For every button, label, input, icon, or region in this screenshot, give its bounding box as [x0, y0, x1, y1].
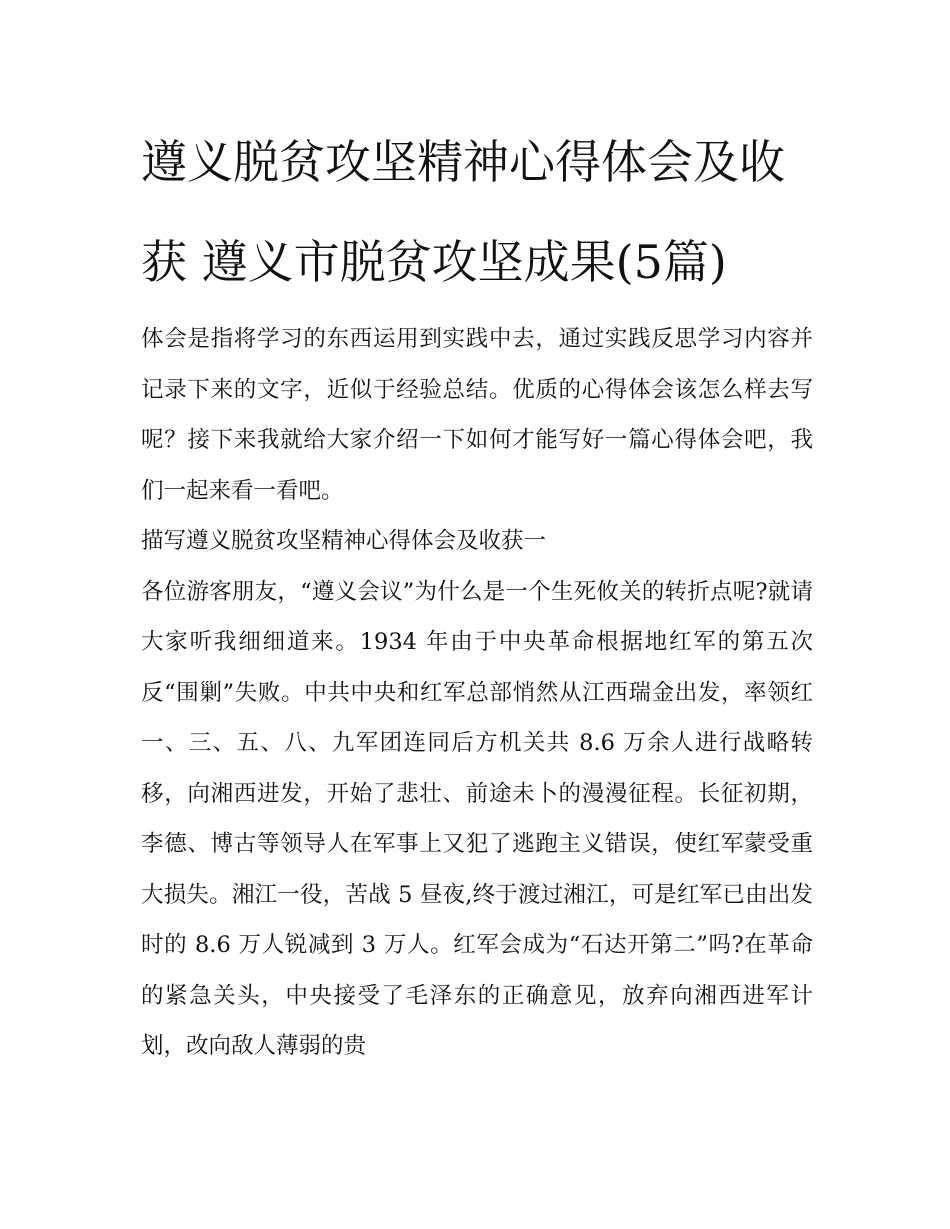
intro-paragraph: 体会是指将学习的东西运用到实践中去，通过实践反思学习内容并记录下来的文字，近似于经验总结。优质的心得体会该怎么样去写呢？接下来我就给大家介绍一下如何才能写好一篇心得体会吧，我们一起来看一看吧。 [141, 326, 813, 504]
document-content [141, 112, 813, 1072]
body-paragraph: 各位游客朋友，“遵义会议”为什么是一个生死攸关的转折点呢?就请大家听我细细道来。1934 年由于中央革命根据地红军的第五次反“围剿”失败。中共中央和红军总部悄然从江西瑞金出发，率领红一、三、五、八、九军团连同后方机关共 8.6 万余人进行战略转移，向湘西进发，开始了悲壮、前途未卜的漫漫征程。长征初期，李德、博古等领导人在军事上又犯了逃跑主义错误，使红军蒙受重大损失。湘江一役，苦战 5 昼夜,终于渡过湘江，可是红军已由出发时的 8.6 万人锐减到 3 万人。红军会成为“石达开第二”吗?在革命的紧急关头，中央接受了毛泽东的正确意见，放弃向湘西进军计划，改向敌人薄弱的贵 [141, 578, 813, 1059]
section-heading: 描写遵义脱贫攻坚精神心得体会及收获一 [141, 528, 547, 554]
document-title: 遵义脱贫攻坚精神心得体会及收获 遵义市脱贫攻坚成果(5篇) [141, 135, 785, 289]
